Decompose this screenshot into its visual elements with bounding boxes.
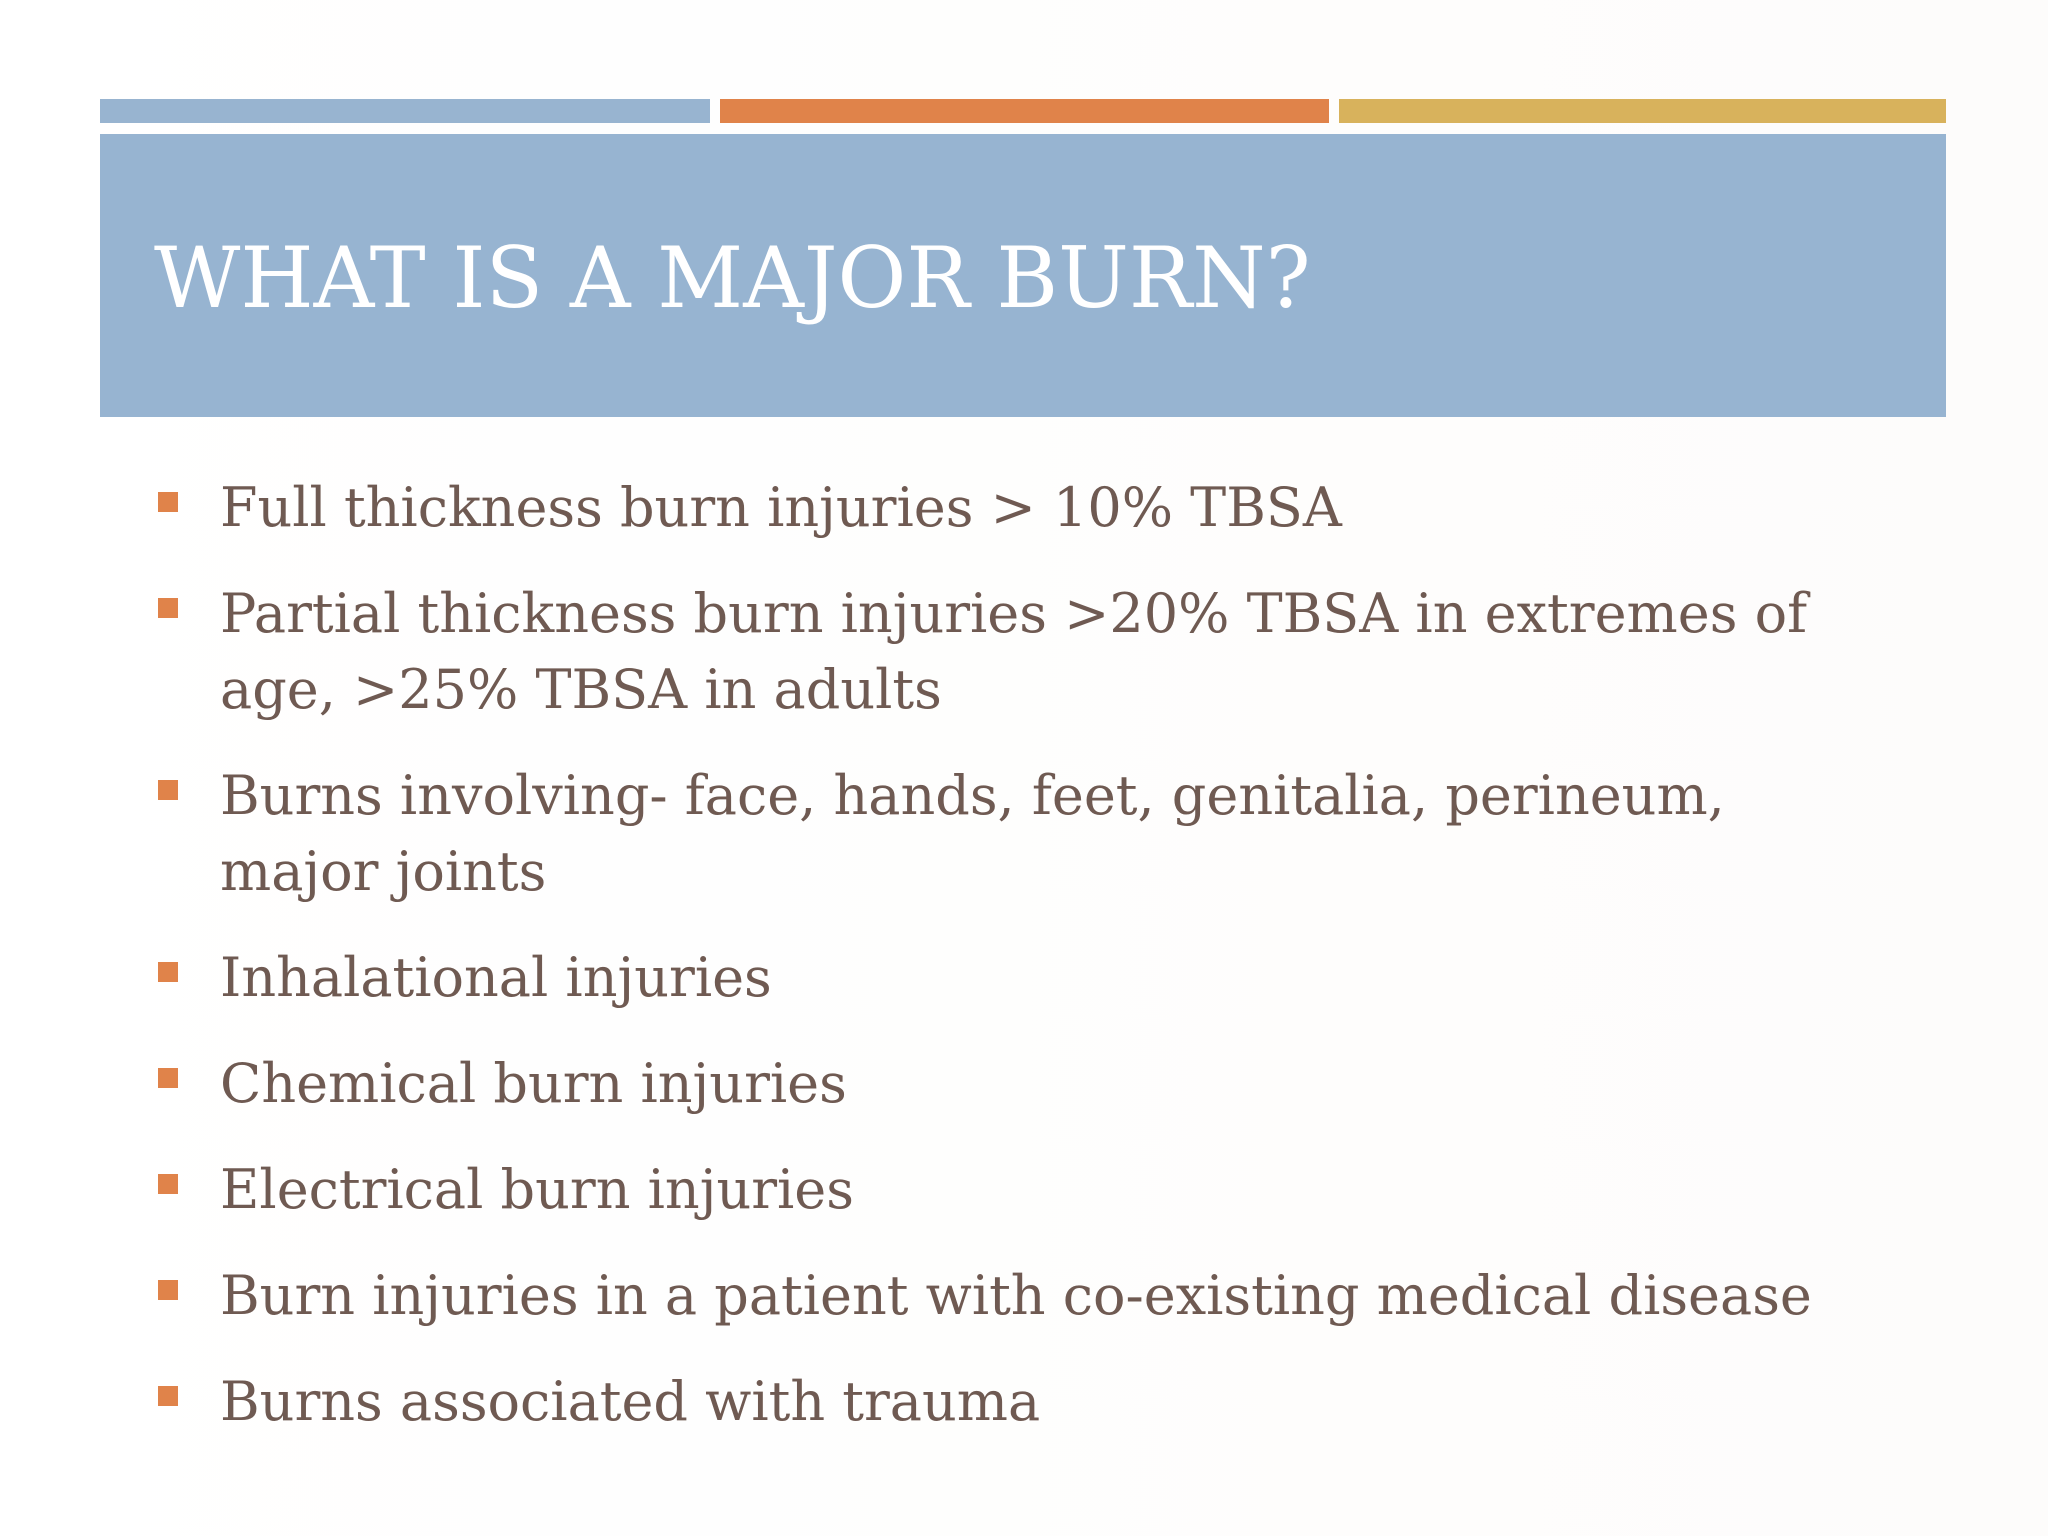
bullet-list — [154, 470, 1894, 1470]
bullet-text: Burns involving- face, hands, feet, genitalia, perineum, major joints — [220, 764, 1725, 903]
slide-title: WHAT IS A MAJOR BURN? — [154, 229, 1311, 327]
accent-bar-gold — [1339, 99, 1946, 123]
bullet-text: Full thickness burn injuries > 10% TBSA — [220, 476, 1342, 539]
bullet-item — [154, 576, 1894, 728]
bullet-item — [154, 758, 1894, 910]
accent-bar-orange — [720, 99, 1329, 123]
bullet-text: Electrical burn injuries — [220, 1158, 854, 1221]
bullet-text: Burn injuries in a patient with co-existing medical disease — [220, 1264, 1812, 1327]
bullet-item — [154, 940, 1894, 1016]
accent-bar-blue — [100, 99, 710, 123]
square-bullet-icon — [158, 962, 178, 982]
bullet-item — [154, 1046, 1894, 1122]
square-bullet-icon — [158, 1280, 178, 1300]
bullet-text: Partial thickness burn injuries >20% TBSA in extremes of age, >25% TBSA in adults — [220, 582, 1808, 721]
bullet-text: Chemical burn injuries — [220, 1052, 847, 1115]
bullet-text: Burns associated with trauma — [220, 1370, 1041, 1433]
square-bullet-icon — [158, 1068, 178, 1088]
square-bullet-icon — [158, 780, 178, 800]
square-bullet-icon — [158, 492, 178, 512]
title-band — [100, 134, 1946, 417]
square-bullet-icon — [158, 1386, 178, 1406]
bullet-item — [154, 470, 1894, 546]
bullet-item — [154, 1152, 1894, 1228]
bullet-text: Inhalational injuries — [220, 946, 772, 1009]
square-bullet-icon — [158, 1174, 178, 1194]
bullet-item — [154, 1258, 1894, 1334]
bullet-item — [154, 1364, 1894, 1440]
square-bullet-icon — [158, 598, 178, 618]
